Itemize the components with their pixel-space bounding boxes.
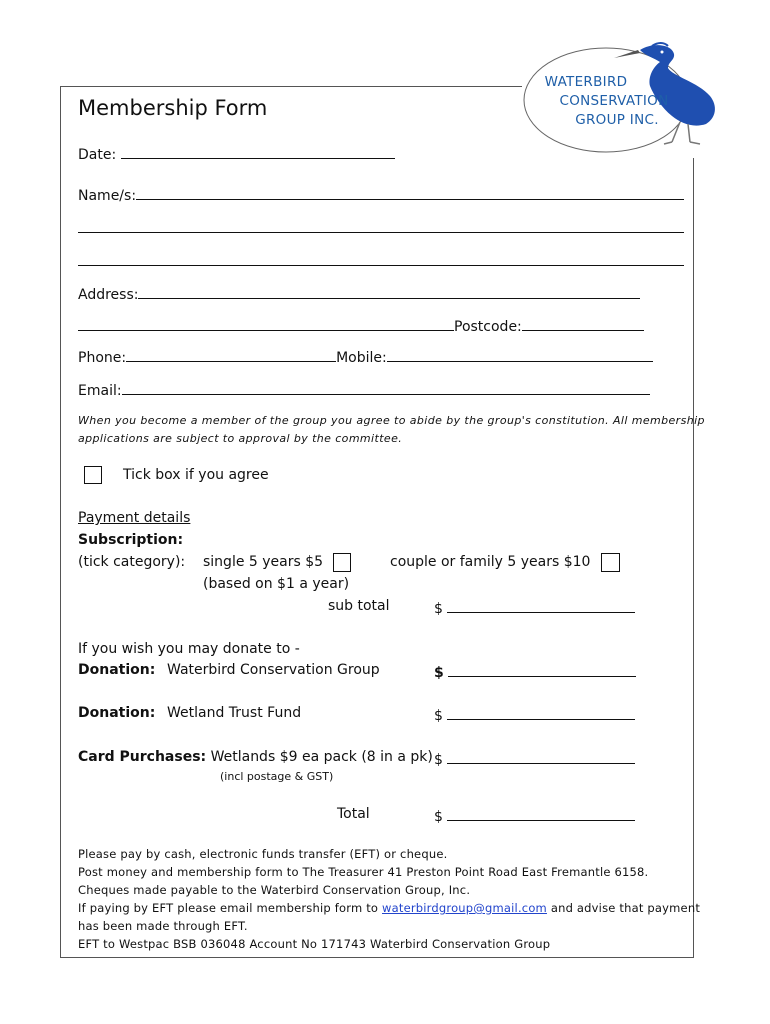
donation-2-field[interactable] — [447, 705, 635, 720]
card-purchases-field[interactable] — [447, 749, 635, 764]
payment-heading: Payment details — [78, 510, 191, 526]
footer-line-1: Please pay by cash, electronic funds transfer (EFT) or cheque. — [78, 847, 448, 861]
donation-1-field[interactable] — [448, 662, 636, 677]
sub-total-field[interactable] — [447, 598, 635, 613]
total-row — [434, 806, 635, 825]
phone-label: Phone: — [78, 350, 127, 366]
single-checkbox[interactable] — [333, 553, 351, 572]
address-field-2[interactable] — [78, 316, 454, 331]
date-field[interactable] — [121, 144, 395, 159]
footer-line-5: has been made through EFT. — [78, 919, 248, 933]
logo-text-line3: GROUP INC. — [575, 112, 659, 128]
names-field-1[interactable] — [136, 185, 684, 200]
phone-row — [78, 347, 653, 366]
email-row — [78, 380, 650, 399]
names-field-3[interactable] — [78, 251, 684, 266]
names-field-2[interactable] — [78, 218, 684, 233]
logo-text-line2: CONSERVATION — [559, 93, 669, 109]
membership-notice-line1: When you become a member of the group you agree to abide by the group's constitution. All membership — [78, 414, 705, 427]
email-link[interactable]: waterbirdgroup@gmail.com — [382, 901, 547, 915]
date-row — [78, 144, 395, 163]
sub-total-label: sub total — [328, 598, 390, 614]
donation-2-name: Wetland Trust Fund — [167, 705, 302, 721]
card-purchases-amount-row — [434, 749, 635, 768]
tick-category-label: (tick category): — [78, 554, 186, 570]
sub-total-row — [434, 598, 635, 617]
total-label: Total — [337, 806, 370, 822]
address-row — [78, 284, 640, 303]
date-label: Date: — [78, 147, 117, 163]
donation-1-row — [434, 662, 636, 681]
card-purchases-row — [78, 749, 433, 765]
footer-line-6: EFT to Westpac BSB 036048 Account No 171743 Waterbird Conservation Group — [78, 937, 551, 951]
form-title: Membership Form — [78, 96, 268, 120]
mobile-field[interactable] — [387, 347, 653, 362]
address-row-2 — [78, 316, 644, 335]
donation-label-2: Donation: — [78, 705, 156, 721]
postcode-field[interactable] — [522, 316, 644, 331]
footer-line-2: Post money and membership form to The Treasurer 41 Preston Point Road East Fremantle 6158. — [78, 865, 649, 879]
names-row — [78, 185, 684, 204]
agree-checkbox[interactable] — [84, 466, 102, 484]
footer-line-4-post: and advise that payment — [550, 901, 701, 915]
donation-label-1: Donation: — [78, 662, 156, 678]
currency-symbol: $ — [434, 708, 443, 724]
footer-line-4-pre: If paying by EFT please email membership form to — [78, 901, 379, 915]
names-row-2 — [78, 218, 684, 237]
card-purchases-note: (incl postage & GST) — [220, 770, 334, 783]
donate-intro: If you wish you may donate to - — [78, 641, 300, 657]
email-field[interactable] — [122, 380, 650, 395]
currency-symbol: $ — [434, 601, 443, 617]
membership-notice-line2: applications are subject to approval by the committee. — [78, 432, 403, 445]
phone-field[interactable] — [126, 347, 336, 362]
subscription-label: Subscription: — [78, 532, 184, 548]
couple-checkbox[interactable] — [601, 553, 620, 572]
mobile-label: Mobile: — [336, 350, 387, 366]
couple-option-label: couple or family 5 years $10 — [390, 554, 591, 570]
single-option-label: single 5 years $5 — [203, 554, 324, 570]
postcode-label: Postcode: — [454, 319, 522, 335]
currency-symbol: $ — [434, 665, 444, 681]
card-purchases-desc: Wetlands $9 ea pack (8 in a pk) — [210, 749, 433, 765]
agree-label: Tick box if you agree — [123, 467, 269, 483]
logo-text-line1: WATERBIRD — [544, 74, 628, 90]
names-label: Name/s: — [78, 188, 137, 204]
address-label: Address: — [78, 287, 139, 303]
email-label: Email: — [78, 383, 122, 399]
footer-line-3: Cheques made payable to the Waterbird Conservation Group, Inc. — [78, 883, 471, 897]
total-field[interactable] — [447, 806, 635, 821]
address-field-1[interactable] — [138, 284, 640, 299]
names-row-3 — [78, 251, 684, 270]
based-on-note: (based on $1 a year) — [203, 576, 350, 592]
currency-symbol: $ — [434, 752, 443, 768]
footer-line-4 — [78, 899, 700, 917]
logo — [522, 38, 740, 158]
donation-1-name: Waterbird Conservation Group — [167, 662, 380, 678]
card-purchases-label: Card Purchases: — [78, 749, 207, 765]
currency-symbol: $ — [434, 809, 443, 825]
donation-2-row — [434, 705, 635, 724]
